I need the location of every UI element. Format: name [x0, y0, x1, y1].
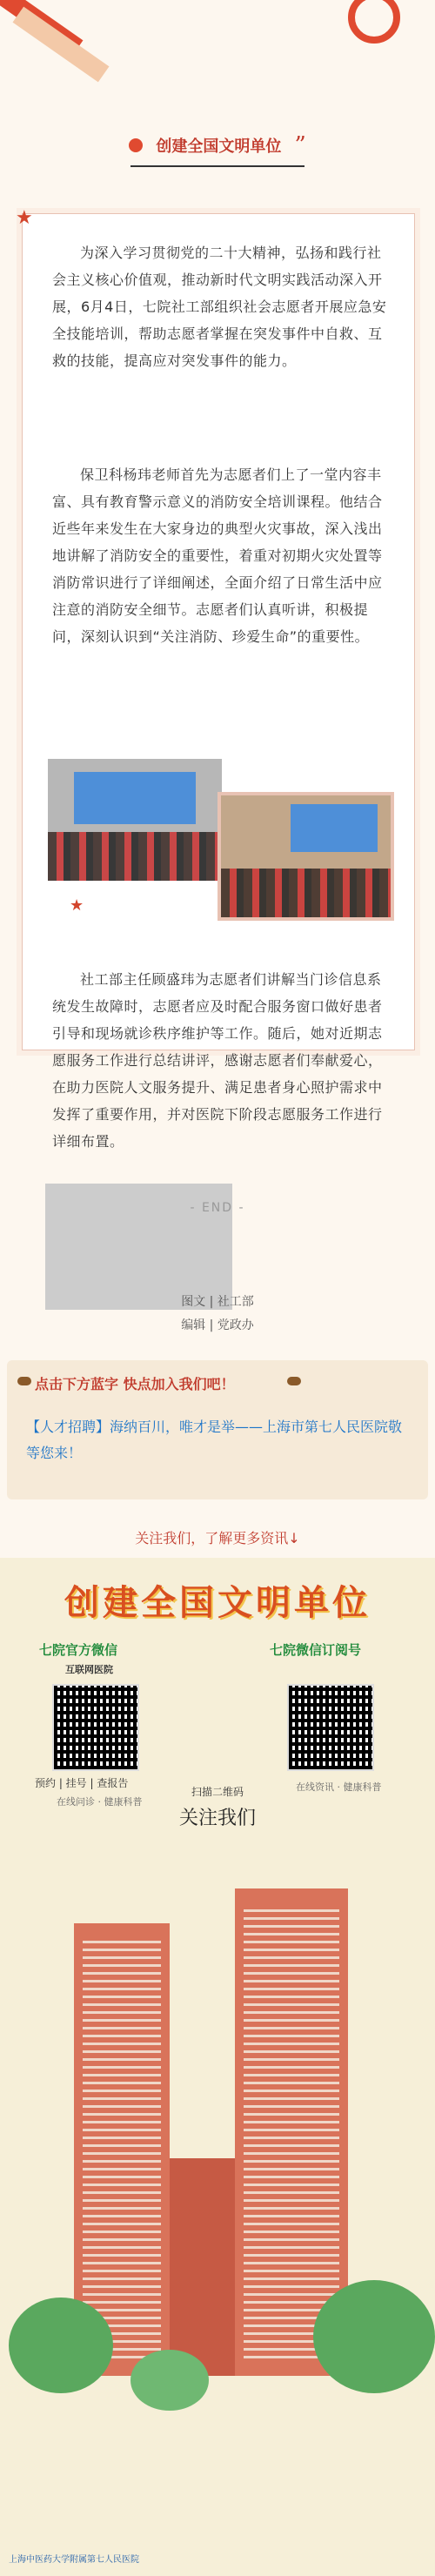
- quote-icon: ”: [294, 132, 306, 158]
- building-windows: [244, 1906, 339, 2358]
- photo-screen: [291, 804, 378, 852]
- tree-illustration: [130, 2350, 209, 2411]
- photo-audience: [221, 869, 391, 917]
- scan-hint: 扫描二维码: [191, 1786, 244, 1798]
- building-windows: [83, 1941, 161, 2358]
- official-note: 在线问诊 · 健康科普: [57, 1796, 143, 1808]
- brush-mark: [17, 1377, 31, 1385]
- header-title: 创建全国文明单位: [156, 138, 282, 156]
- photo-screen: [74, 772, 196, 824]
- hospital-building: [170, 2158, 235, 2376]
- star-icon: ★: [70, 896, 84, 915]
- credit-photo-text: 图文 | 社工部: [181, 1295, 254, 1309]
- training-photo: [218, 792, 394, 921]
- end-marker: - END -: [190, 1201, 245, 1215]
- qr-code-subscription[interactable]: [287, 1684, 374, 1771]
- article-paragraph-3: 社工部主任顾盛玮为志愿者们讲解当门诊信息系统发生故障时，志愿者应及时配合服务窗口做好患者引导和现场就诊秩序维护等工作。随后，她对近期志愿服务工作进行总结讲评，感谢志愿者们奉献爱心，在助力医院人文服务提升、满足患者身心照护需求中发挥了重要作用，并对医院下阶段志愿服务工作进行详细布置。: [52, 971, 383, 1150]
- join-title: 点击下方蓝字 快点加入我们吧！: [35, 1376, 235, 1392]
- training-photo: [48, 759, 222, 881]
- recruit-link[interactable]: 【人才招聘】海纳百川，唯才是举——上海市第七人民医院敬等您来！: [26, 1419, 403, 1461]
- header-dot-icon: [129, 138, 143, 152]
- tree-illustration: [9, 2298, 113, 2393]
- subscription-note: 在线资讯 · 健康科普: [296, 1781, 382, 1793]
- hospital-logo-text: 上海中医药大学附属第七人民医院: [9, 2555, 139, 2565]
- subscription-label: 七院微信订阅号: [270, 1642, 362, 1658]
- official-wechat-label: 七院官方微信: [39, 1642, 118, 1658]
- section-header: [87, 132, 348, 167]
- credit-editor: 编辑 | 党政办: [181, 1318, 254, 1332]
- header-underline: [130, 165, 304, 167]
- article-paragraph-2: 保卫科杨玮老师首先为志愿者们上了一堂内容丰富、具有教育警示意义的消防安全培训课程。他结合近些年来发生在大家身边的典型火灾事故，深入浅出地讲解了消防安全的重要性，着重对初期火灾处置等消防常识进行了详细阐述，全面介绍了日常生活中应注意的消防安全细节。志愿者们认真听讲，积极提问，深刻认识到“关注消防、珍爱生命”的重要性。: [52, 466, 383, 645]
- article-paragraph-1: 为深入学习贯彻党的二十大精神，弘扬和践行社会主义核心价值观，推动新时代文明实践活动深入开展，6月4日，七院社工部组织社会志愿者开展应急安全技能培训，帮助志愿者掌握在突发事件中自救、互救的技能，提高应对突发事件的能力。: [52, 245, 387, 369]
- follow-text: 关注我们，了解更多资讯↓: [135, 1530, 300, 1546]
- star-icon: ★: [16, 207, 33, 229]
- qr-code-official[interactable]: [52, 1684, 139, 1771]
- scan-follow-text: 关注我们: [178, 1808, 256, 1829]
- decor-ring: [348, 0, 400, 44]
- poster-title: 创建全国文明单位: [64, 1582, 371, 1623]
- photo-audience: [48, 832, 222, 881]
- tree-illustration: [313, 2280, 435, 2393]
- official-func-label: 预约 | 挂号 | 查报告: [35, 1777, 129, 1789]
- brush-mark: [287, 1377, 301, 1385]
- decor-stripe: [13, 7, 110, 83]
- internet-hospital-label: 互联网医院: [65, 1664, 113, 1675]
- top-decoration: [0, 0, 435, 104]
